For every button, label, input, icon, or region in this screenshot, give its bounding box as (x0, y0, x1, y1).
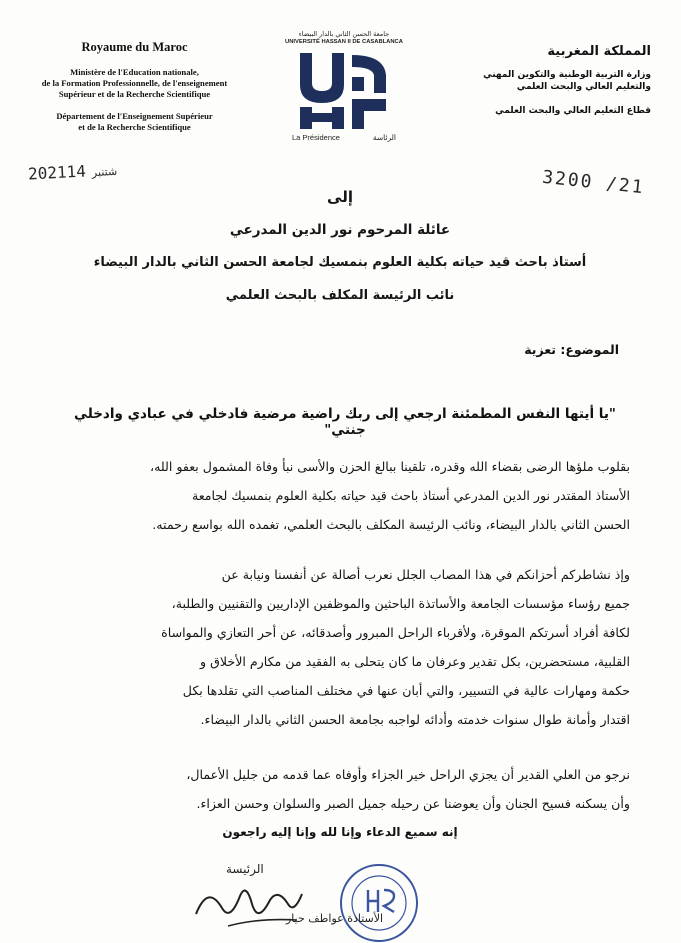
department-ar: قطاع التعليم العالي والبحث العلمي (495, 106, 651, 116)
header-arabic (471, 44, 651, 117)
paragraph-line: القلبية، مستحضرين، بكل تقدير وعرفان ما كان يتحلى به الفقيد من مكارم الأخلاق و (200, 654, 630, 669)
paragraph-line: حكمة ومهارات عالية في التسيير، والتي أبان عنها في مختلف المناصب التي تقلدها بكل (182, 683, 630, 698)
paragraph-line: الحسن الثاني بالدار البيضاء، ونائب الرئيسة المكلف بالبحث العلمي، تغمده الله بواسع رحمته. (152, 517, 630, 532)
paragraph-line: لكافة أفراد أسرتكم الموقرة، ولأقرباء الراحل المبرور وأصدقائه، عن أحر التعازي والمواساة (161, 625, 630, 640)
logo-university-name-ar: جامعة الحسن الثاني بالدار البيضاء (298, 30, 390, 38)
ministry-line: Ministère de l'Education nationale, (70, 67, 199, 77)
paragraph-line: نرجو من العلي القدير أن يجزي الراحل خير الجزاء وأوفاه عما قدمه من جليل الأعمال، (186, 767, 630, 782)
recipient-line: أستاذ باحث قيد حياته بكلية العلوم بنمسيك لجامعة الحسن الثاني بالدار البيضاء (93, 255, 587, 270)
date-day: 14 (66, 161, 87, 182)
quran-verse: "يا أيتها النفس المطمئنة ارجعي إلى ربك راضية مرضية فادخلي في عبادي وادخلي جنتي" (74, 406, 616, 438)
presidency-stamp-icon (338, 862, 420, 943)
ministry-line: de la Formation Professionnelle, de l'enseignement (41, 78, 228, 88)
ministry-line-ar: وزارة التربية الوطنية والتكوين المهني (483, 70, 651, 80)
paragraph-line: جميع رؤساء مؤسسات الجامعة والأساتذة الباحثين والموظفين الإداريين والتقنيين والطلبة، (171, 596, 630, 611)
paragraph-line: الأستاذ المقتدر نور الدين المدرعي أستاذ باحث قيد حياته بكلية العلوم بنمسيك لجامعة (191, 488, 630, 503)
ministry-line: Supérieur et de la Recherche Scientifique (58, 89, 211, 99)
body-paragraph (60, 760, 630, 818)
department-line: et de la Recherche Scientifique (78, 122, 191, 132)
recipient-to: إلى (327, 188, 353, 206)
letter-date (28, 160, 124, 184)
logo-presidence-fr: La Présidence (292, 133, 340, 142)
header-french (22, 40, 247, 133)
handwritten-signature-icon (188, 874, 308, 934)
closing-line: إنه سميع الدعاء وإنا لله وإنا إليه راجعون (222, 825, 458, 839)
recipient-line: عائلة المرحوم نور الدين المدرعي (229, 222, 451, 238)
kingdom-title-ar: المملكة المغربية (547, 44, 651, 59)
logo-university-name-fr: UNIVERSITÉ HASSAN II DE CASABLANCA (285, 39, 403, 45)
ministry-line-ar: والتعليم العالي والبحث العلمي (516, 82, 651, 92)
signatory-title: الرئيسة (226, 862, 264, 876)
body-paragraph (60, 452, 630, 539)
recipient-line: نائب الرئيسة المكلف بالبحث العلمي (225, 288, 455, 303)
body-paragraph (60, 560, 630, 734)
university-logo (284, 30, 404, 142)
paragraph-line: اقتدار وأمانة طوال سنوات خدمته وأدائه لواجبه بجامعة الحسن الثاني بالدار البيضاء. (200, 712, 630, 727)
university-emblem-icon (294, 49, 394, 131)
paragraph-line: بقلوب ملؤها الرضى بقضاء الله وقدره، تلقينا ببالغ الحزن والأسى نبأ وفاة المشمول بعفو الله، (150, 459, 630, 474)
department-line: Département de l'Enseignement Supérieur (56, 111, 213, 121)
signatory-name: الأستاذة عواطف حيار (286, 912, 384, 925)
reference-number: 3200 /21 (541, 166, 646, 199)
paragraph-line: وأن يسكنه فسيح الجنان وأن يعوضنا عن رحيله جميل الصبر والسلوان وحسن العزاء. (196, 796, 630, 811)
logo-presidence-ar: الرئاسة (372, 133, 396, 142)
kingdom-title-fr: Royaume du Maroc (81, 40, 188, 54)
date-month: شتنبر (91, 164, 118, 180)
paragraph-line: وإذ نشاطركم أحزانكم في هذا المصاب الجلل نعرب أصالة عن أنفسنا ونيابة عن (221, 567, 630, 582)
subject-line: الموضوع: تعزية (524, 342, 619, 357)
date-year: 2021 (27, 162, 68, 184)
